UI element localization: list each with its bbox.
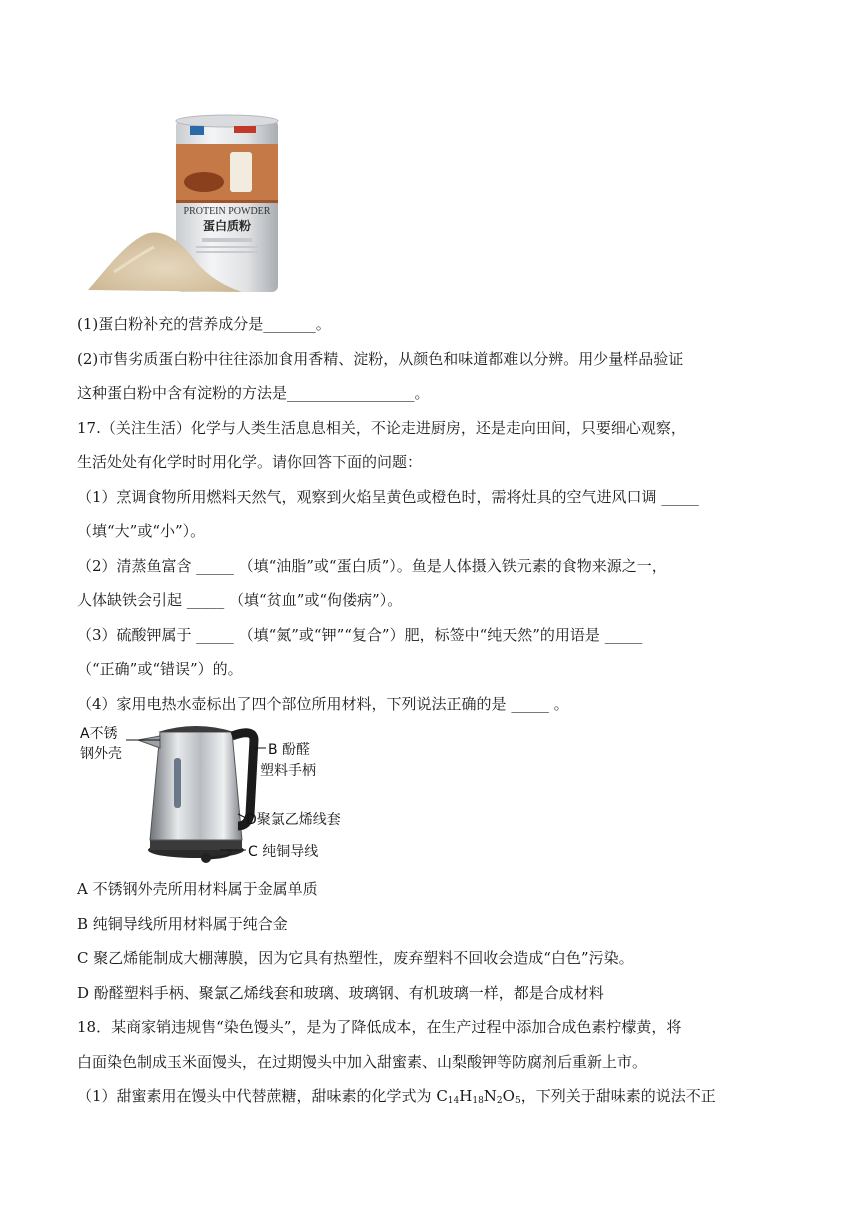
option-d: D 酚醛塑料手柄、聚氯乙烯线套和玻璃、玻璃钢、有机玻璃一样，都是合成材料 <box>77 984 604 1002</box>
kettle-label-c: C 纯铜导线 <box>248 844 319 860</box>
formula-n: N <box>483 1087 497 1105</box>
kettle-label-b1: B 酚醛 <box>268 742 311 758</box>
formula-c-count: 14 <box>447 1096 460 1106</box>
formula-o: O <box>502 1087 515 1105</box>
option-a: A 不锈钢外壳所用材料属于金属单质 <box>77 880 318 898</box>
option-c: C 聚乙烯能制成大棚薄膜，因为它具有热塑性，废弃塑料不回收会造成“白色”污染。 <box>77 949 634 967</box>
option-b: B 纯铜导线所用材料属于纯合金 <box>77 915 288 933</box>
can-text-en: PROTEIN POWDER <box>183 206 271 217</box>
q17-sub4: （4）家用电热水壶标出了四个部位所用材料，下列说法正确的是 _____ 。 <box>77 695 569 713</box>
kettle-label-a2: 钢外壳 <box>80 746 122 762</box>
can-text-cn: 蛋白质粉 <box>202 219 252 233</box>
q17-sub1-line2: （填“大”或“小”）。 <box>77 522 206 540</box>
kettle-label-b2: 塑料手柄 <box>260 763 316 779</box>
kettle-image <box>78 718 368 866</box>
q17-sub3-line1: （3）硫酸钾属于 _____ （填“氮”或“钾”“复合”）肥，标签中“纯天然”的用语是 _____ <box>77 626 643 644</box>
q17-sub2-line1: （2）清蒸鱼富含 _____ （填“油脂”或“蛋白质”）。鱼是人体摄入铁元素的食物来源之一， <box>77 557 667 575</box>
q17-title-line1: 17.（关注生活）化学与人类生活息息相关，不论走进厨房，还是走向田间，只要细心观察， <box>77 419 686 437</box>
q16-part2-line2: 这种蛋白粉中含有淀粉的方法是_________________。 <box>77 384 430 402</box>
q17-title-line2: 生活处处有化学时时用化学。请你回答下面的问题： <box>77 453 423 471</box>
q18-title-line1: 18．某商家销违规售“染色馒头”，是为了降低成本，在生产过程中添加合成色素柠檬黄，将 <box>77 1018 682 1036</box>
q18-sub1-pre: （1）甜蜜素用在馒头中代替蔗糖，甜味素的化学式为 C <box>77 1087 448 1105</box>
q16-part1: (1)蛋白粉补充的营养成分是_______。 <box>77 315 331 333</box>
q16-part2-line1: (2)市售劣质蛋白粉中往往添加食用香精、淀粉，从颜色和味道都难以分辨。用少量样品验证 <box>77 350 684 368</box>
formula-h: H <box>459 1087 473 1105</box>
kettle-label-a1: A不锈 <box>80 726 118 742</box>
q18-sub1 <box>77 1086 716 1111</box>
kettle-label-d: D聚氯乙烯线套 <box>246 812 341 828</box>
q17-sub1-line1: （1）烹调食物所用燃料天然气，观察到火焰呈黄色或橙色时，需将灶具的空气进风口调 _____ <box>77 488 699 506</box>
q17-sub2-line2: 人体缺铁会引起 _____ （填“贫血”或“佝偻病”）。 <box>77 591 403 609</box>
formula-h-count: 18 <box>472 1096 484 1106</box>
formula-o-count: 5 <box>514 1096 521 1106</box>
q18-title-line2: 白面染色制成玉米面馒头，在过期馒头中加入甜蜜素、山梨酸钾等防腐剂后重新上市。 <box>77 1053 648 1071</box>
formula-n-count: 2 <box>496 1096 503 1106</box>
q18-sub1-post: ，下列关于甜味素的说法不正 <box>520 1087 716 1105</box>
q17-sub3-line2: （“正确”或“错误”）的。 <box>77 660 243 678</box>
protein-powder-image <box>84 112 284 302</box>
